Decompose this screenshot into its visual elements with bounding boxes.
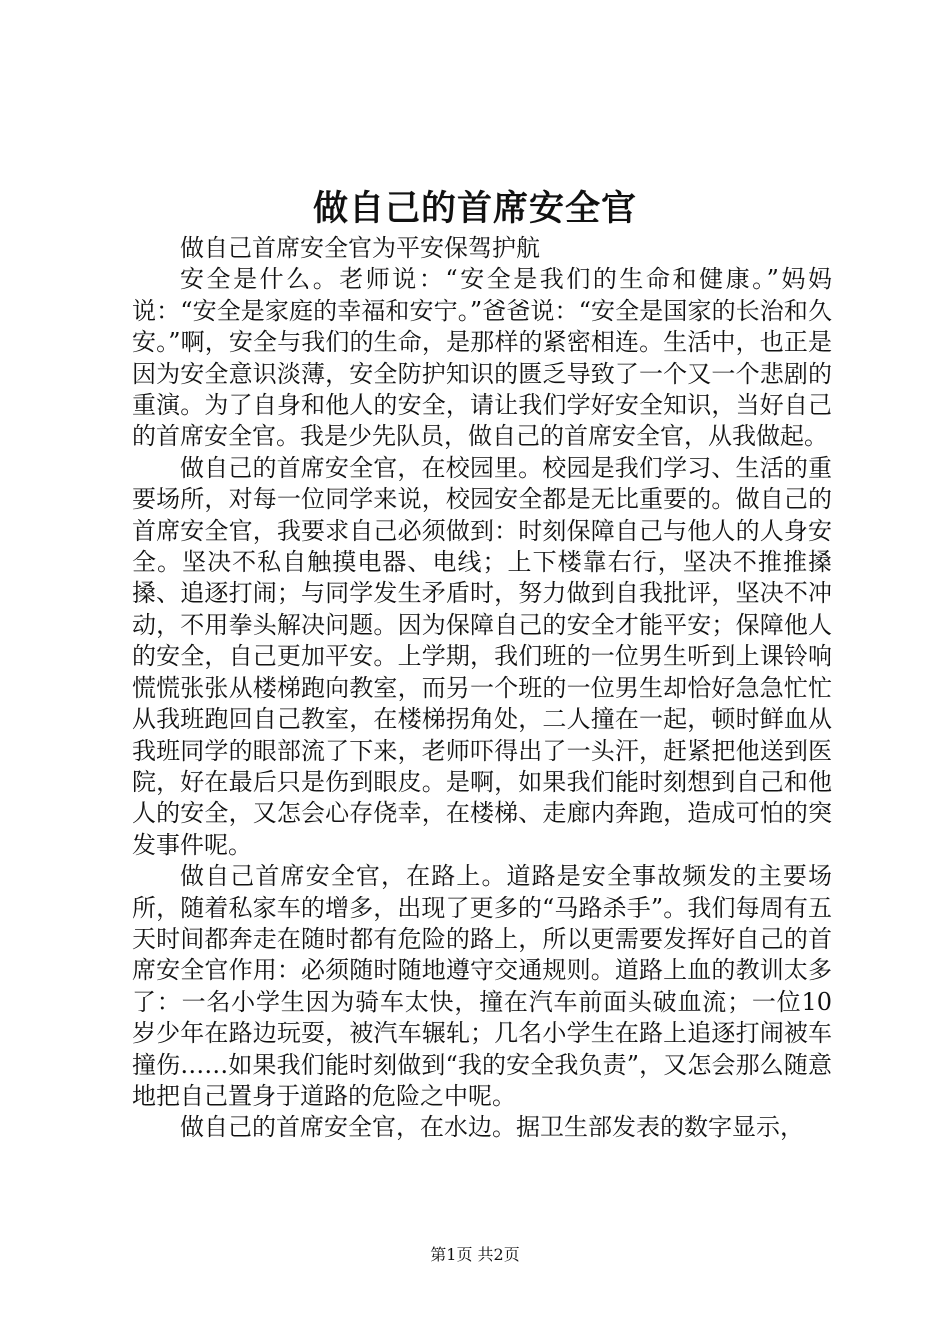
page-footer: 第1页 共2页: [430, 1245, 520, 1264]
paragraph-intro: 安全是什么。老师说：“安全是我们的生命和健康。”妈妈说：“安全是家庭的幸福和安宁。”爸爸说：“安全是国家的长治和久安。”啊，安全与我们的生命，是那样的紧密相连。生活中，也正是因为安全意识淡薄，安全防护知识的匮乏导致了一个又一个悲剧的重演。为了自身和他人的安全，请让我们学好安全知识，当好自己的首席安全官。我是少先队员，做自己的首席安全官，从我做起。: [132, 265, 832, 451]
document-body: [132, 233, 832, 1144]
subtitle-paragraph: 做自己首席安全官为平安保驾护航: [180, 234, 540, 262]
paragraph-water: 做自己的首席安全官，在水边。据卫生部发表的数字显示，: [180, 1113, 804, 1142]
paragraph-campus: 做自己的首席安全官，在校园里。校园是我们学习、生活的重要场所，对每一位同学来说，校园安全都是无比重要的。做自己的首席安全官，我要求自己必须做到：时刻保障自己与他人的人身安全。坚决不私自触摸电器、电线；上下楼靠右行，坚决不推推搡搡、追逐打闹；与同学发生矛盾时，努力做到自我批评，坚决不冲动，不用拳头解决问题。因为保障自己的安全才能平安；保障他人的安全，自己更加平安。上学期，我们班的一位男生听到上课铃响慌慌张张从楼梯跑向教室，而另一个班的一位男生却恰好急急忙忙从我班跑回自己教室，在楼梯拐角处，二人撞在一起，顿时鲜血从我班同学的眼部流了下来，老师吓得出了一头汗，赶紧把他送到医院，好在最后只是伤到眼皮。是啊，如果我们能时刻想到自己和他人的安全，又怎会心存侥幸，在楼梯、走廊内奔跑，造成可怕的突发事件呢。: [132, 453, 832, 859]
document-title: 做自己的首席安全官: [312, 188, 637, 229]
paragraph-road: 做自己首席安全官，在路上。道路是安全事故频发的主要场所，随着私家车的增多，出现了更多的“马路杀手”。我们每周有五天时间都奔走在随时都有危险的路上，所以更需要发挥好自己的首席安全官作用：必须随时随地遵守交通规则。道路上血的教训太多了：一名小学生因为骑车太快，撞在汽车前面头破血流；一位10岁少年在路边玩耍，被汽车辗轧；几名小学生在路上追逐打闹被车撞伤……如果我们能时刻做到“我的安全我负责”，又怎会那么随意地把自己置身于道路的危险之中呢。: [132, 862, 832, 1110]
